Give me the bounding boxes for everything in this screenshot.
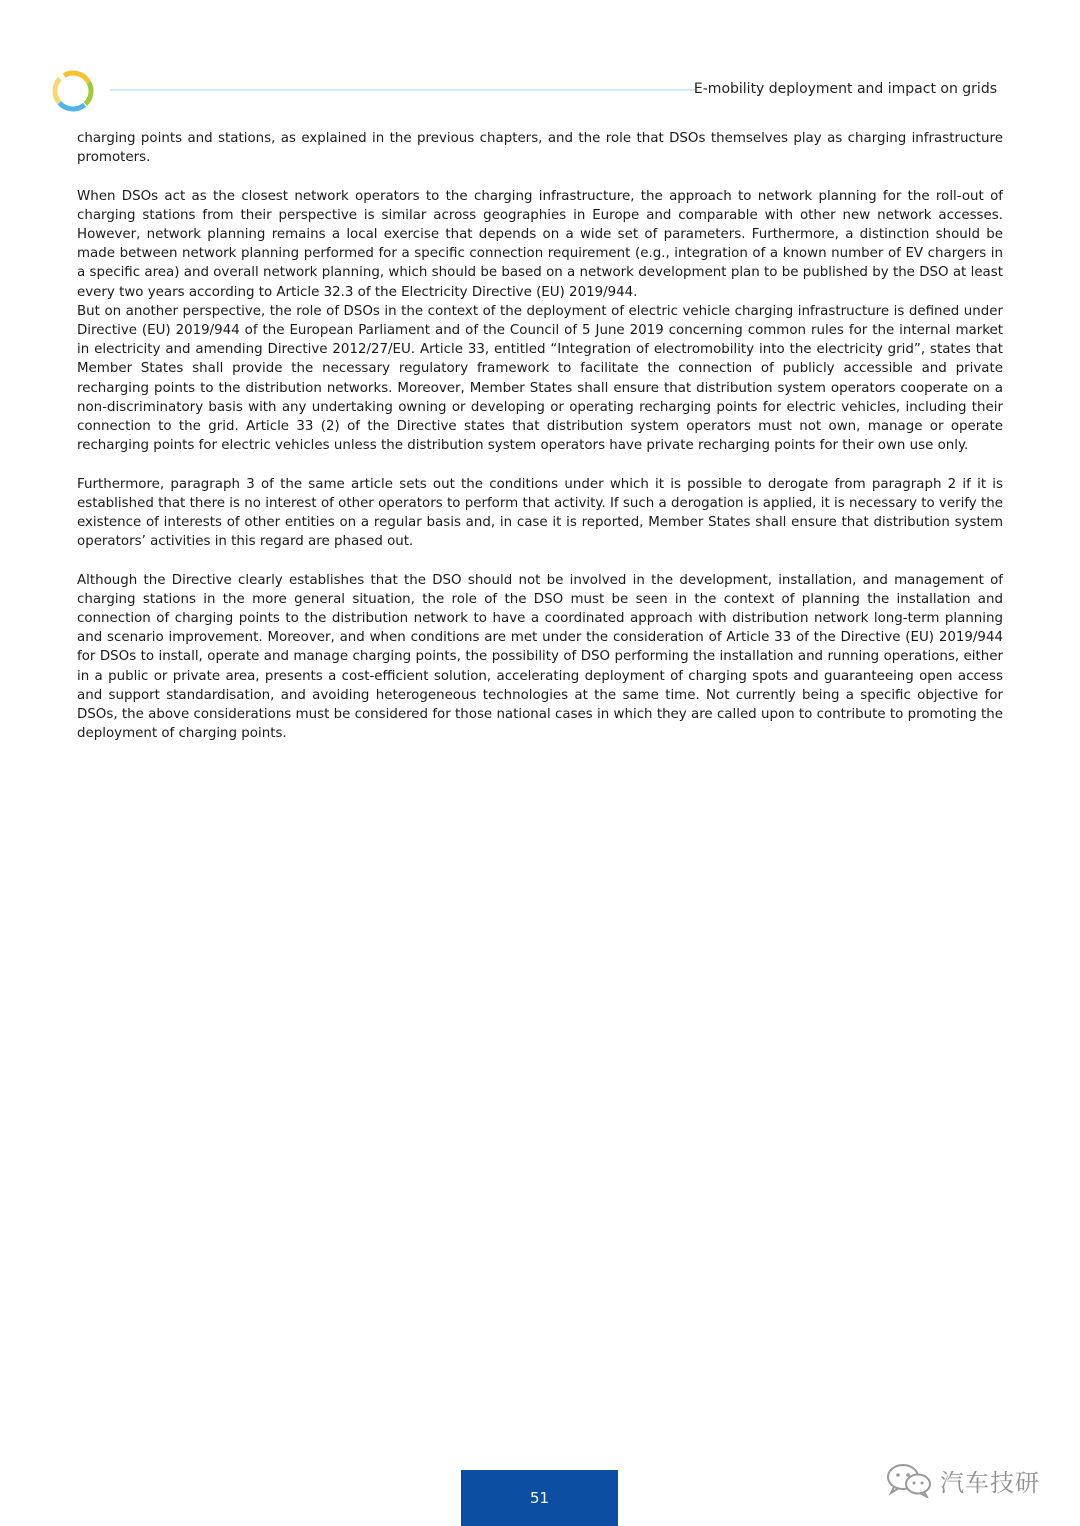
paragraph-continuation: charging points and stations, as explained in the previous chapters, and the role that DSOs themselves play as charging infrastructure promoters.	[77, 131, 1003, 166]
paragraph-dso-considerations: Although the Directive clearly establishes that the DSO should not be involved in the development, installation, and management of charging stations in the more general situation, the role of the DSO must be seen in the context of planning the installation and connection of charging points to the distribution network to have a coordinated approach with distribution network long-term planning and scenario improvement. Moreover, and when conditions are met under the consideration of Article 33 of the Directive (EU) 2019/944 for DSOs to install, operate and manage charging points, the possibility of DSO performing the installation and running operations, either in a public or private area, presents a cost-efficient solution, accelerating deployment of charging spots and guaranteeing open access and support standardisation, and avoiding heterogeneous technologies at the same time. Not currently being a specific objective for DSOs, the above considerations must be considered for those national cases in which they are called upon to contribute to promoting the deployment of charging points.	[77, 572, 1003, 742]
paragraph-directive-role: But on another perspective, the role of DSOs in the context of the deployment of electric vehicle charging infrastructure is defined under Directive (EU) 2019/944 of the European Parliament and of the Council of 5 June 2019 concerning common rules for the internal market in electricity and amending Directive 2012/27/EU. Article 33, entitled “Integration of electromobility into the electricity grid”, states that Member States shall provide the necessary regulatory framework to facilitate the connection of publicly accessible and private recharging points to the distribution networks. Moreover, Member States shall ensure that distribution system operators cooperate on a non-discriminatory basis with any undertaking owning or developing or operating recharging points for electric vehicles, including their connection to the grid. Article 33 (2) of the Directive states that distribution system operators must not own, manage or operate recharging points for electric vehicles unless the distribution system operators have private recharging points for their own use only.	[77, 303, 1003, 454]
running-header-title: E-mobility deployment and impact on grids	[693, 81, 997, 97]
page-header	[0, 0, 1080, 120]
paragraph-derogation: Furthermore, paragraph 3 of the same article sets out the conditions under which it is possible to derogate from paragraph 2 if it is established that there is no interest of other operators to perform that activity. If such a derogation is applied, it is necessary to verify the existence of interests of other entities on a regular basis and, in case it is reported, Member States shall ensure that distribution system operators’ activities in this regard are phased out.	[77, 476, 1003, 550]
body-text	[77, 129, 1003, 743]
page-number: 51	[529, 1489, 550, 1507]
header-divider	[110, 89, 698, 91]
watermark	[884, 1460, 1054, 1500]
circular-ring-logo-icon	[50, 68, 96, 114]
paragraph-network-planning: When DSOs act as the closest network operators to the charging infrastructure, the approach to network planning for the roll-out of charging stations from their perspective is similar across geographies in Europe and comparable with other new network accesses. However, network planning remains a local exercise that depends on a wide set of parameters. Furthermore, a distinction should be made between network planning performed for a specific connection requirement (e.g., integration of a known number of EV chargers in a specific area) and overall network planning, which should be based on a network development plan to be published by the DSO at least every two years according to Article 32.3 of the Electricity Directive (EU) 2019/944.	[77, 188, 1003, 300]
watermark-text: 汽车技研	[940, 1468, 1040, 1497]
page-number-badge	[461, 1470, 618, 1526]
wechat-chat-bubbles-icon	[884, 1462, 934, 1498]
